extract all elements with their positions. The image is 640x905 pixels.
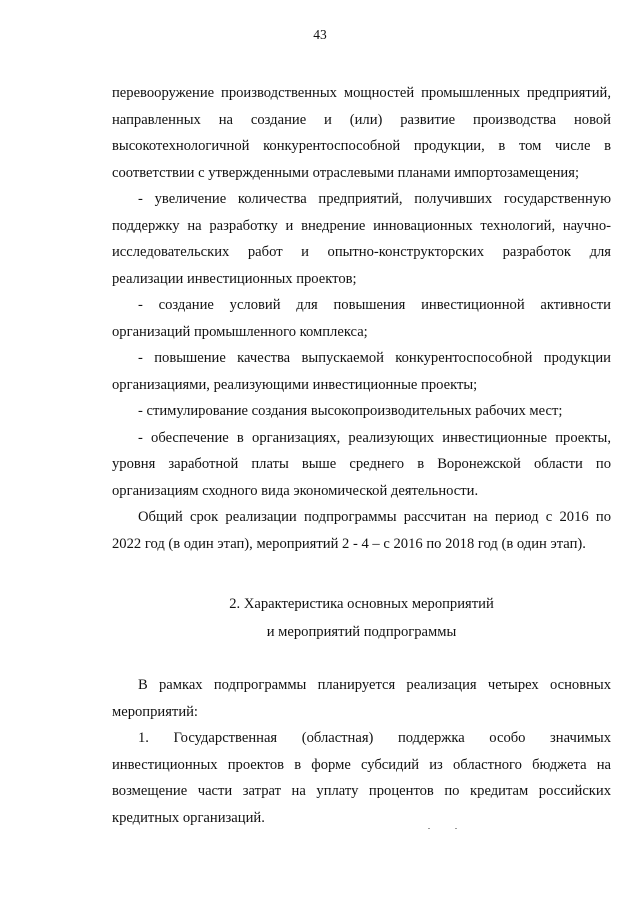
paragraph-implementation-period: Общий срок реализации подпрограммы рассчитан на период с 2016 по 2022 год (в один этап), мероприятий 2 - 4 – с 2016 по 2018 год (в один этап). [112, 509, 611, 552]
paragraph-intro-measures: В рамках подпрограммы планируется реализация четырех основных мероприятий: [112, 677, 611, 720]
paragraph-measure-1: 1. Государственная (областная) поддержка особо значимых инвестиционных проектов в форме субсидий из областного бюджета на возмещение части затрат на уплату процентов по кредитам российских кредитных организаций. [112, 730, 611, 826]
paragraph-bullet-enterprises: - увеличение количества предприятий, получивших государственную поддержку на разработку и внедрение инновационных технологий, научно-исследовательских работ и опытно-конструкторских разработок для реализации инвестиционных проектов; [112, 191, 611, 287]
page-number: 43 [313, 27, 327, 42]
page-content [112, 80, 611, 831]
paragraph-bullet-wages: - обеспечение в организациях, реализующих инвестиционные проекты, уровня заработной платы выше среднего в Воронежской области по организациям сходного вида экономической деятельности. [112, 429, 611, 499]
paragraph-bullet-investment-activity: - создание условий для повышения инвестиционной активности организаций промышленного комплекса; [112, 297, 611, 340]
section-heading [112, 590, 611, 646]
section-heading-line2: и мероприятий подпрограммы [266, 624, 457, 640]
scan-speck [455, 828, 457, 829]
paragraph-bullet-jobs: - стимулирование создания высокопроизводительных рабочих мест; [138, 403, 563, 419]
paragraph-bullet-product-quality: - повышение качества выпускаемой конкурентоспособной продукции организациями, реализующими инвестиционные проекты; [112, 350, 611, 393]
paragraph-continuation: перевооружение производственных мощностей промышленных предприятий, направленных на создание и (или) развитие производства новой высокотехнологичной конкурентоспособной продукции, в том числе в соответствии с утвержденными отраслевыми планами импортозамещения; [112, 85, 611, 181]
scan-speck [428, 828, 430, 829]
section-heading-line1: 2. Характеристика основных мероприятий [229, 596, 494, 612]
